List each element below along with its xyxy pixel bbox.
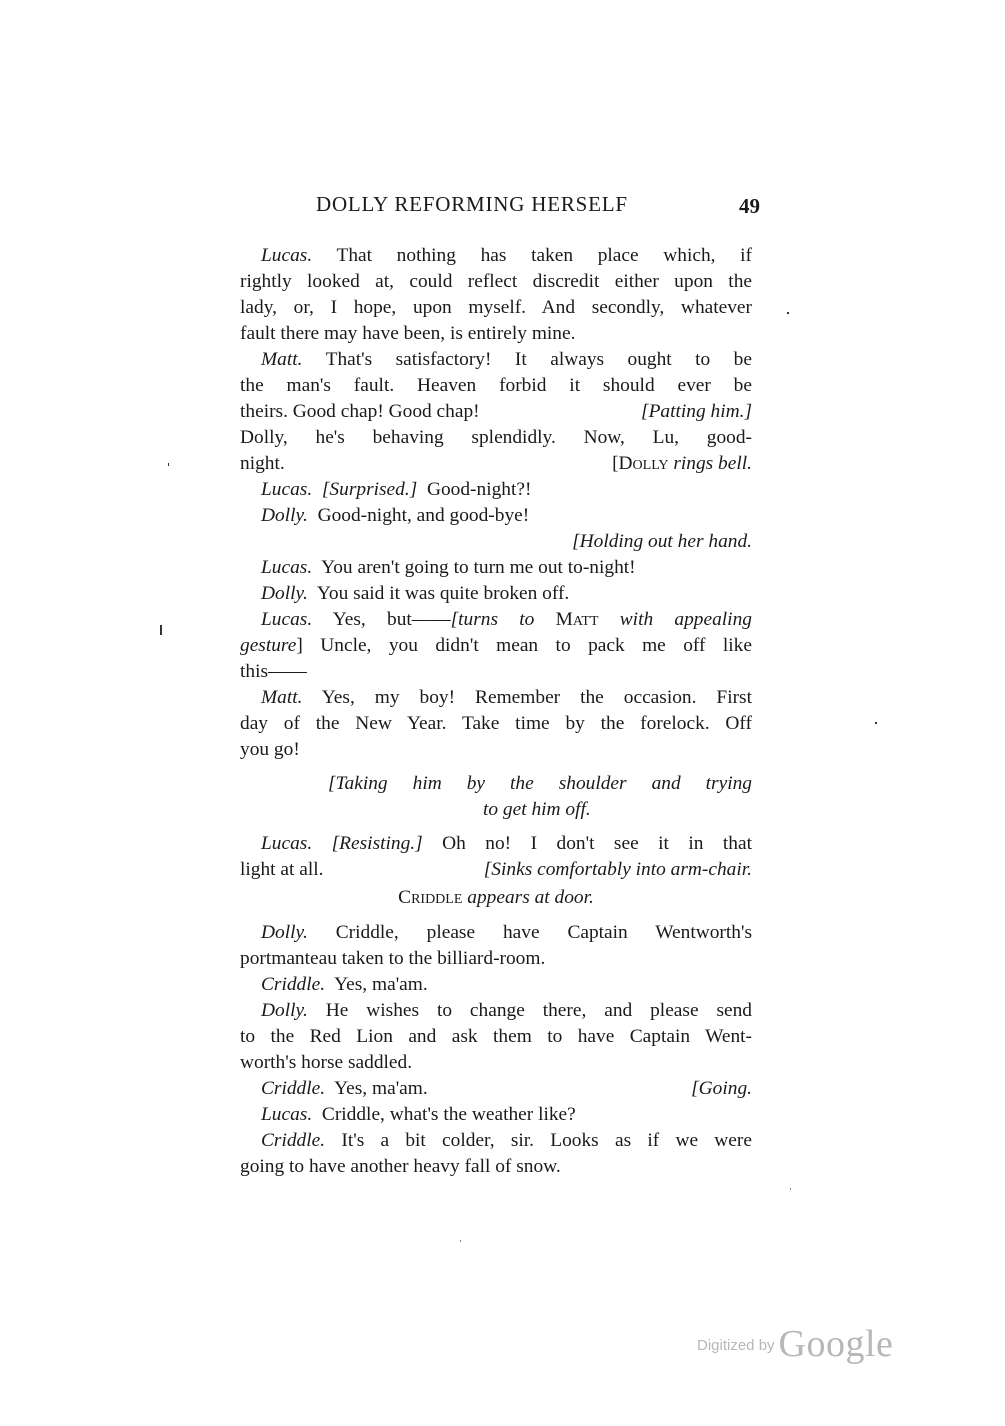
speaker-name: Dolly.: [261, 583, 308, 604]
speaker-name: Lucas.: [261, 557, 313, 578]
text-line: [240, 347, 752, 373]
dialogue: Oh no! I don't see it in that: [442, 833, 752, 854]
dialogue: He wishes to change there, and please send: [325, 1000, 752, 1021]
speaker-name: Lucas.: [261, 479, 313, 500]
text-line: [240, 1102, 752, 1128]
text-line: [240, 1128, 752, 1154]
text-line: [240, 998, 752, 1024]
text-line: Dolly, he's behaving splendidly. Now, Lu, good-: [240, 427, 752, 448]
dialogue: Yes, my boy! Remember the occasion. First: [321, 687, 752, 708]
text-line: [240, 399, 752, 425]
text-line: to the Red Lion and ask them to have Captain Went-: [240, 1026, 752, 1047]
stage-direction: to get him off.: [483, 799, 591, 820]
speaker-name: Criddle.: [261, 1078, 326, 1099]
speaker-name: Dolly.: [261, 505, 308, 526]
text-line: [240, 831, 752, 857]
stage-direction-block: [240, 771, 752, 823]
text-line: this——: [240, 661, 307, 682]
stage-direction: [612, 451, 752, 477]
scan-speck: [875, 722, 877, 724]
watermark-prefix: Digitized by: [697, 1337, 775, 1354]
text-line: fault there may have been, is entirely mine.: [240, 323, 576, 344]
dialogue: Good-night?!: [426, 479, 532, 500]
dialogue: Good-night, and good-bye!: [317, 505, 530, 526]
dialogue: Yes, ma'am.: [334, 1078, 428, 1099]
speaker-name: Criddle.: [261, 1130, 326, 1151]
text-line: day of the New Year. Take time by the forelock. Off: [240, 713, 752, 734]
stage-direction: [turns to: [450, 609, 535, 630]
dialogue: You aren't going to turn me out to-night!: [321, 557, 636, 578]
speaker-name: Dolly.: [261, 922, 308, 943]
stage-direction: [Going.: [691, 1078, 752, 1099]
text-line: [240, 857, 752, 883]
text-line: [240, 1076, 752, 1102]
page-number: 49: [739, 194, 760, 218]
dialogue: night.: [240, 453, 285, 474]
text-line: [240, 920, 752, 946]
stage-direction: [Taking him by the shoulder and trying: [328, 773, 752, 794]
dialogue: Yes, but——: [332, 609, 451, 630]
text-line: lady, or, I hope, upon myself. And secondly, whatever: [240, 297, 752, 318]
direction-text: appears at door.: [467, 887, 594, 908]
dialogue: You said it was quite broken off.: [316, 583, 570, 604]
stage-direction: [Resisting.]: [331, 833, 423, 854]
stage-direction: [Surprised.]: [321, 479, 418, 500]
stage-direction: gesture: [240, 635, 297, 656]
speaker-name: Lucas.: [261, 1104, 313, 1125]
text-line: [240, 451, 752, 477]
scan-speck: [168, 463, 169, 466]
dialogue: Criddle, please have Captain Wentworth's: [335, 922, 752, 943]
stage-direction: [Sinks comfortably into arm-chair.: [483, 859, 752, 880]
text-line: [240, 607, 752, 633]
speaker-name: Matt.: [261, 687, 303, 708]
stage-direction: with appealing: [619, 609, 752, 630]
google-logo: Google: [778, 1323, 894, 1365]
dialogue: That's satisfactory! It always ought to be: [325, 349, 752, 370]
dialogue: Yes, ma'am.: [334, 974, 428, 995]
text-line: [240, 477, 752, 503]
text-line: the man's fault. Heaven forbid it should ever be: [240, 375, 752, 396]
dialogue: Criddle, what's the weather like?: [321, 1104, 576, 1125]
speaker-name: Lucas.: [261, 833, 313, 854]
character-name: Matt: [555, 609, 599, 630]
speaker-name: Criddle.: [261, 974, 326, 995]
stage-direction: [240, 885, 752, 911]
text-line: [240, 581, 752, 607]
dialogue: That nothing has taken place which, if: [336, 245, 752, 266]
text-line: [240, 972, 752, 998]
text-line: [240, 633, 752, 659]
page-header: [240, 192, 760, 222]
scan-speck: [160, 625, 162, 635]
scan-speck: [460, 1240, 461, 1242]
dialogue: light at all.: [240, 859, 324, 880]
stage-direction: [Patting him.]: [641, 401, 752, 422]
running-title: DOLLY REFORMING HERSELF: [316, 192, 628, 216]
text-line: [240, 555, 752, 581]
digitized-watermark: [697, 1322, 893, 1366]
text-line: you go!: [240, 739, 300, 760]
play-text: [240, 243, 752, 1180]
text-line: rightly looked at, could reflect discredit either upon the: [240, 271, 752, 292]
speaker-name: Matt.: [261, 349, 303, 370]
dialogue: theirs. Good chap! Good chap!: [240, 401, 480, 422]
character-name: Criddle: [398, 887, 463, 908]
speaker-name: Lucas.: [261, 245, 313, 266]
stage-direction: [Holding out her hand.: [572, 531, 752, 552]
bracket: [: [612, 453, 619, 474]
text-line: portmanteau taken to the billiard-room.: [240, 948, 546, 969]
scan-speck: [790, 1188, 791, 1190]
text-line: [240, 503, 752, 529]
text-line: [240, 685, 752, 711]
dialogue: ] Uncle, you didn't mean to pack me off like: [296, 635, 752, 656]
text-line: going to have another heavy fall of snow.: [240, 1156, 561, 1177]
speaker-name: Lucas.: [261, 609, 313, 630]
text-line: [240, 243, 752, 269]
direction-text: rings bell.: [673, 453, 752, 474]
text-line: worth's horse saddled.: [240, 1052, 413, 1073]
character-name: Dolly: [618, 453, 669, 474]
dialogue: It's a bit colder, sir. Looks as if we were: [341, 1130, 752, 1151]
spacer: [240, 911, 752, 920]
speaker-name: Dolly.: [261, 1000, 308, 1021]
scan-speck: [787, 312, 789, 314]
